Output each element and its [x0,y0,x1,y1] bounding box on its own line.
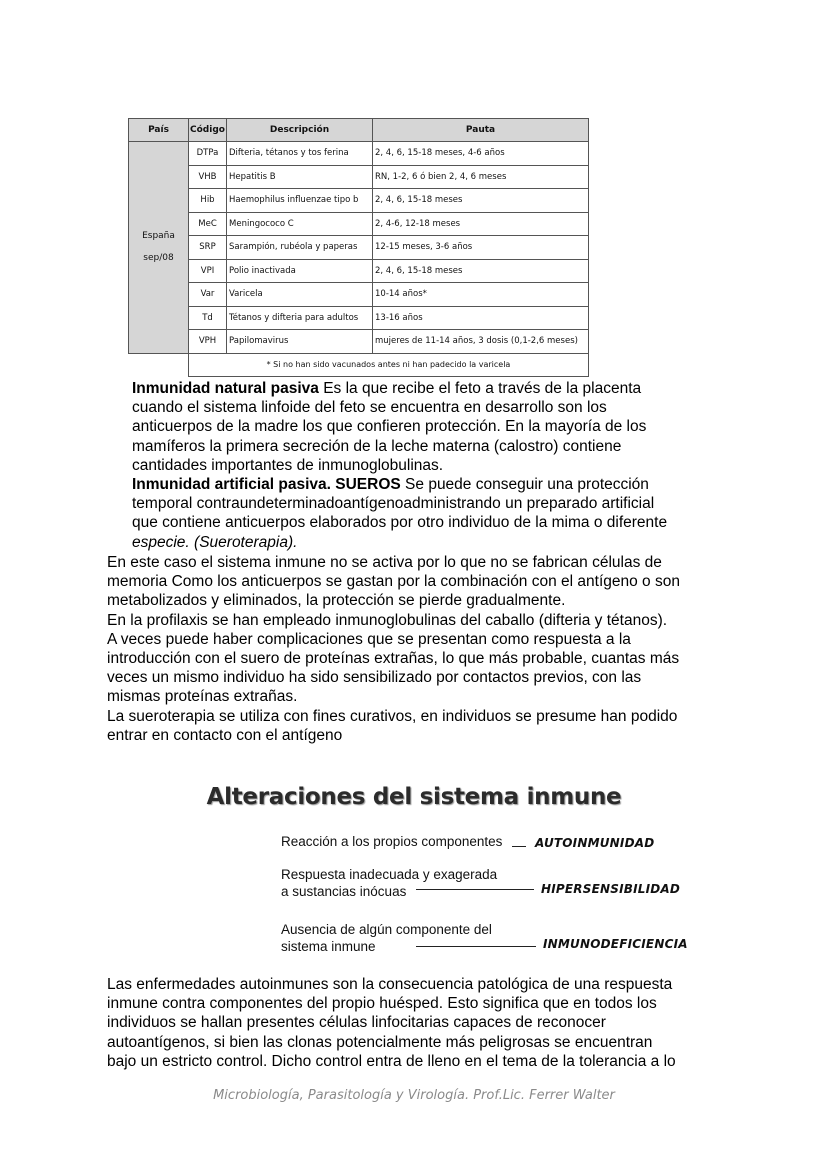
table-note: * Si no han sido vacunados antes ni han padecido la varicela [189,353,589,376]
vaccination-table [128,118,589,377]
desc-cell: Tétanos y difteria para adultos [227,306,373,330]
heading-artificial-passive: Inmunidad artificial pasiva. SUEROS [132,476,401,493]
text-line: a sustancias inócuas [281,884,407,899]
desc-cell: Papilomavirus [227,330,373,354]
text-line: Las enfermedades autoinmunes son la consecuencia patológica de una respuesta [107,976,673,993]
figure-item-text: Reacción a los propios componentes [281,834,503,849]
code-cell: Var [189,283,227,307]
pauta-cell: mujeres de 11-14 años, 3 dosis (0,1-2,6 meses) [373,330,589,354]
paragraph-artificial-passive [132,475,726,552]
figure-connector-line [512,846,526,847]
text-line [132,379,726,398]
figure-label-autoinmunidad: AUTOINMUNIDAD [535,836,655,850]
pauta-cell: 12-15 meses, 3-6 años [373,236,589,260]
desc-cell: Polio inactivada [227,259,373,283]
code-cell: Hib [189,189,227,213]
text-line: anticuerpos de la madre los que confieren protección. En la mayoría de los [132,418,647,436]
paragraph-serotherapy [107,553,726,745]
code-cell: DTPa [189,142,227,166]
paragraph-natural-passive [132,379,726,475]
text-line: temporal contraundeterminadoantígenoadministrando un preparado artificial [132,495,655,513]
text-line [132,475,726,494]
text-span: Se puede conseguir una protección [400,476,649,493]
text-line: que contiene anticuerpos elaborados por otro individuo de la mima o diferente [132,514,668,532]
text-line: especie. (Sueroterapia). [132,533,298,551]
text-line: En la profilaxis se han empleado inmunoglobulinas del caballo (difteria y tétanos). [107,611,668,629]
figure-connector-line [416,889,534,890]
figure-title: Alteraciones del sistema inmune [206,784,622,810]
heading-natural-passive: Inmunidad natural pasiva [132,380,319,397]
text-line: Ausencia de algún componente del [281,922,492,937]
text-span: Es la que recibe el feto a través de la placenta [318,380,642,397]
pauta-cell: 2, 4-6, 12-18 meses [373,212,589,236]
text-line: La sueroterapia se utiliza con fines curativos, en individuos se presume han podido [107,707,678,725]
figure-item-text [281,866,497,900]
table-row [129,259,589,283]
figure-connector-line [416,946,536,947]
table-row [129,236,589,260]
figure-label-inmunodeficiencia: INMUNODEFICIENCIA [543,937,688,951]
text-line: individuos se hallan presentes células linfocitarias capaces de reconocer [107,1014,606,1032]
table-row [129,142,589,166]
desc-cell: Meningococo C [227,212,373,236]
text-line: En este caso el sistema inmune no se activa por lo que no se fabrican células de [107,554,662,571]
text-line: autoantígenos, si bien las clonas potencialmente más peligrosas se encuentran [107,1033,653,1051]
desc-cell: Haemophilus influenzae tipo b [227,189,373,213]
page-footer: Microbiología, Parasitología y Virología. Prof.Lic. Ferrer Walter [213,1088,615,1103]
code-cell: VPH [189,330,227,354]
header-codigo: Código [189,119,227,142]
figure-label-hipersensibilidad: HIPERSENSIBILIDAD [541,882,681,896]
text-line: introducción con el suero de proteínas extrañas, lo que más probable, cuantas más [107,650,680,668]
pauta-cell: RN, 1-2, 6 ó bien 2, 4, 6 meses [373,165,589,189]
code-cell: MeC [189,212,227,236]
text-line: mamíferos la primera secreción de la leche materna (calostro) contiene [132,437,622,455]
header-descripcion: Descripción [227,119,373,142]
text-line: cuando el sistema linfoide del feto se encuentra en desarrollo son los [132,399,607,417]
note-spacer [129,353,189,376]
table-row [129,283,589,307]
table-row [129,189,589,213]
table-header-row [129,119,589,142]
text-line: metabolizados y eliminados, la protección se pierde gradualmente. [107,592,566,610]
country-cell [129,142,189,354]
header-pauta: Pauta [373,119,589,142]
code-cell: Td [189,306,227,330]
table-row [129,306,589,330]
text-line: sistema inmune [281,939,376,954]
table-row [129,212,589,236]
desc-cell: Sarampión, rubéola y paperas [227,236,373,260]
desc-cell: Hepatitis B [227,165,373,189]
desc-cell: Difteria, tétanos y tos ferina [227,142,373,166]
text-line: mismas proteínas extrañas. [107,688,298,706]
text-line: A veces puede haber complicaciones que se presentan como respuesta a la [107,630,631,648]
text-line: cantidades importantes de inmunoglobulinas. [132,456,444,474]
table-row [129,330,589,354]
desc-cell: Varicela [227,283,373,307]
text-line: entrar en contacto con el antígeno [107,726,343,744]
pauta-cell: 2, 4, 6, 15-18 meses [373,189,589,213]
table-row [129,165,589,189]
text-line: bajo un estricto control. Dicho control entra de lleno en el tema de la tolerancia a lo [107,1052,676,1070]
text-line: Respuesta inadecuada y exagerada [281,867,498,882]
pauta-cell: 2, 4, 6, 15-18 meses [373,259,589,283]
text-line: inmune contra componentes del propio huésped. Esto significa que en todos los [107,995,657,1013]
header-pais: País [129,119,189,142]
code-cell: VHB [189,165,227,189]
text-line: veces un mismo individuo ha sido sensibilizado por contactos previos, con las [107,669,642,687]
text-line: memoria Como los anticuerpos se gastan por la combinación con el antígeno o son [107,573,680,591]
pauta-cell: 13-16 años [373,306,589,330]
code-cell: SRP [189,236,227,260]
pauta-cell: 10-14 años* [373,283,589,307]
code-cell: VPI [189,259,227,283]
country-label: España sep/08 [142,231,175,264]
table-note-row [129,353,589,376]
figure-item-text [281,921,492,955]
pauta-cell: 2, 4, 6, 15-18 meses, 4-6 años [373,142,589,166]
paragraph-autoimmune [107,975,726,1071]
